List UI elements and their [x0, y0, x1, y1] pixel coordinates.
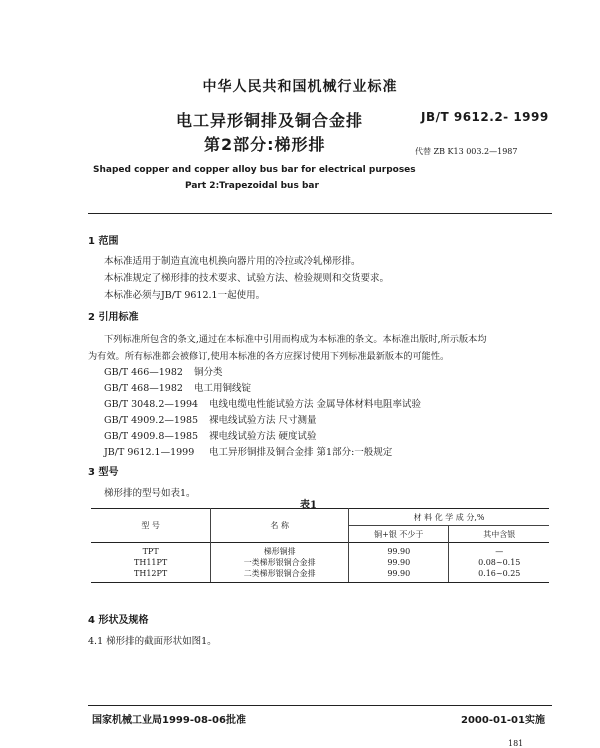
cell-model: TH11PT: [91, 557, 211, 568]
model-table: [91, 508, 549, 583]
section-3-text: 梯形排的型号如表1。: [104, 488, 196, 499]
header-composition: 材 料 化 学 成 分,%: [349, 509, 549, 526]
section-3-heading: 3 型号: [88, 467, 119, 478]
cell-ag: —: [449, 543, 549, 558]
reference-item: [104, 380, 251, 394]
reference-name: 裸电线试验方法 硬度试验: [209, 431, 317, 442]
reference-item: [104, 444, 392, 458]
title-line-2: 第2部分:梯形排: [204, 135, 326, 154]
table-title: 表1: [300, 500, 317, 511]
cell-cu: 99.90: [349, 543, 449, 558]
section-1-line-1: 本标准适用于制造直流电机换向器片用的冷拉或冷轧梯形排。: [104, 256, 361, 267]
header-silver: 其中含银: [483, 529, 516, 539]
cell-cu: 99.90: [349, 557, 449, 568]
replaces-note: 代替 ZB K13 003.2—1987: [415, 147, 518, 156]
reference-code: GB/T 468—1982: [104, 383, 183, 394]
reference-item: [104, 364, 223, 378]
cell-name: 梯形铜排: [211, 543, 349, 558]
english-title-line-2: Part 2:Trapezoidal bus bar: [185, 181, 319, 191]
section-1-heading: 1 范围: [88, 236, 119, 247]
table-row: [91, 543, 549, 558]
reference-name: 裸电线试验方法 尺寸测量: [209, 415, 317, 426]
section-4-heading: 4 形状及规格: [88, 615, 149, 626]
cell-name: 一类梯形银铜合金排: [211, 557, 349, 568]
reference-code: GB/T 466—1982: [104, 367, 183, 378]
header-model: 型 号: [91, 509, 211, 543]
table-row: [91, 568, 549, 583]
cell-ag: 0.08~0.15: [478, 558, 521, 567]
reference-item: [104, 428, 317, 442]
cell-model: TH12PT: [91, 568, 211, 583]
header-name: 名 称: [211, 509, 349, 543]
reference-item: [104, 412, 317, 426]
cell-name: 二类梯形银铜合金排: [211, 568, 349, 583]
section-4-1-text: 4.1 梯形排的截面形状如图1。: [88, 636, 217, 647]
standard-number: JB/T 9612.2- 1999: [421, 110, 549, 124]
header-cu-ag: 铜+银 不少于: [349, 526, 449, 543]
section-1-line-3: 本标准必须与JB/T 9612.1一起使用。: [104, 290, 266, 301]
approval-note: 国家机械工业局1999-08-06批准: [92, 715, 246, 726]
section-2-heading: 2 引用标准: [88, 312, 139, 323]
standard-category: 中华人民共和国机械行业标准: [202, 79, 398, 95]
section-2-intro-1: 下列标准所包含的条文,通过在本标准中引用而构成为本标准的条文。本标准出版时,所示版本均: [104, 334, 487, 345]
table-row: [91, 557, 549, 568]
section-1-line-2: 本标准规定了梯形排的技术要求、试验方法、检验规则和交货要求。: [104, 273, 390, 284]
reference-name: 电工用铜线锭: [194, 383, 252, 394]
section-2-intro-2: 为有效。所有标准都会被修订,使用本标准的各方应探讨使用下列标准最新版本的可能性。: [88, 351, 450, 362]
title-line-1: 电工异形铜排及铜合金排: [176, 111, 364, 130]
cell-cu: 99.90: [349, 568, 449, 583]
effective-date: 2000-01-01实施: [461, 715, 545, 726]
reference-code: JB/T 9612.1—1999: [104, 447, 195, 458]
footer-divider: [88, 705, 552, 706]
english-title-line-1: Shaped copper and copper alloy bus bar for electrical purposes: [93, 165, 416, 175]
reference-code: GB/T 4909.8—1985: [104, 431, 199, 442]
reference-name: 电线电缆电性能试验方法 金属导体材料电阻率试验: [209, 399, 422, 410]
cell-ag: 0.16~0.25: [449, 568, 549, 583]
reference-name: 铜分类: [194, 367, 223, 378]
reference-name: 电工异形铜排及铜合金排 第1部分:一般规定: [209, 447, 393, 458]
cell-model: TPT: [91, 543, 211, 558]
header-divider: [88, 213, 552, 214]
reference-code: GB/T 3048.2—1994: [104, 399, 199, 410]
reference-item: [104, 396, 421, 410]
reference-code: GB/T 4909.2—1985: [104, 415, 199, 426]
page-number: 181: [508, 739, 524, 748]
